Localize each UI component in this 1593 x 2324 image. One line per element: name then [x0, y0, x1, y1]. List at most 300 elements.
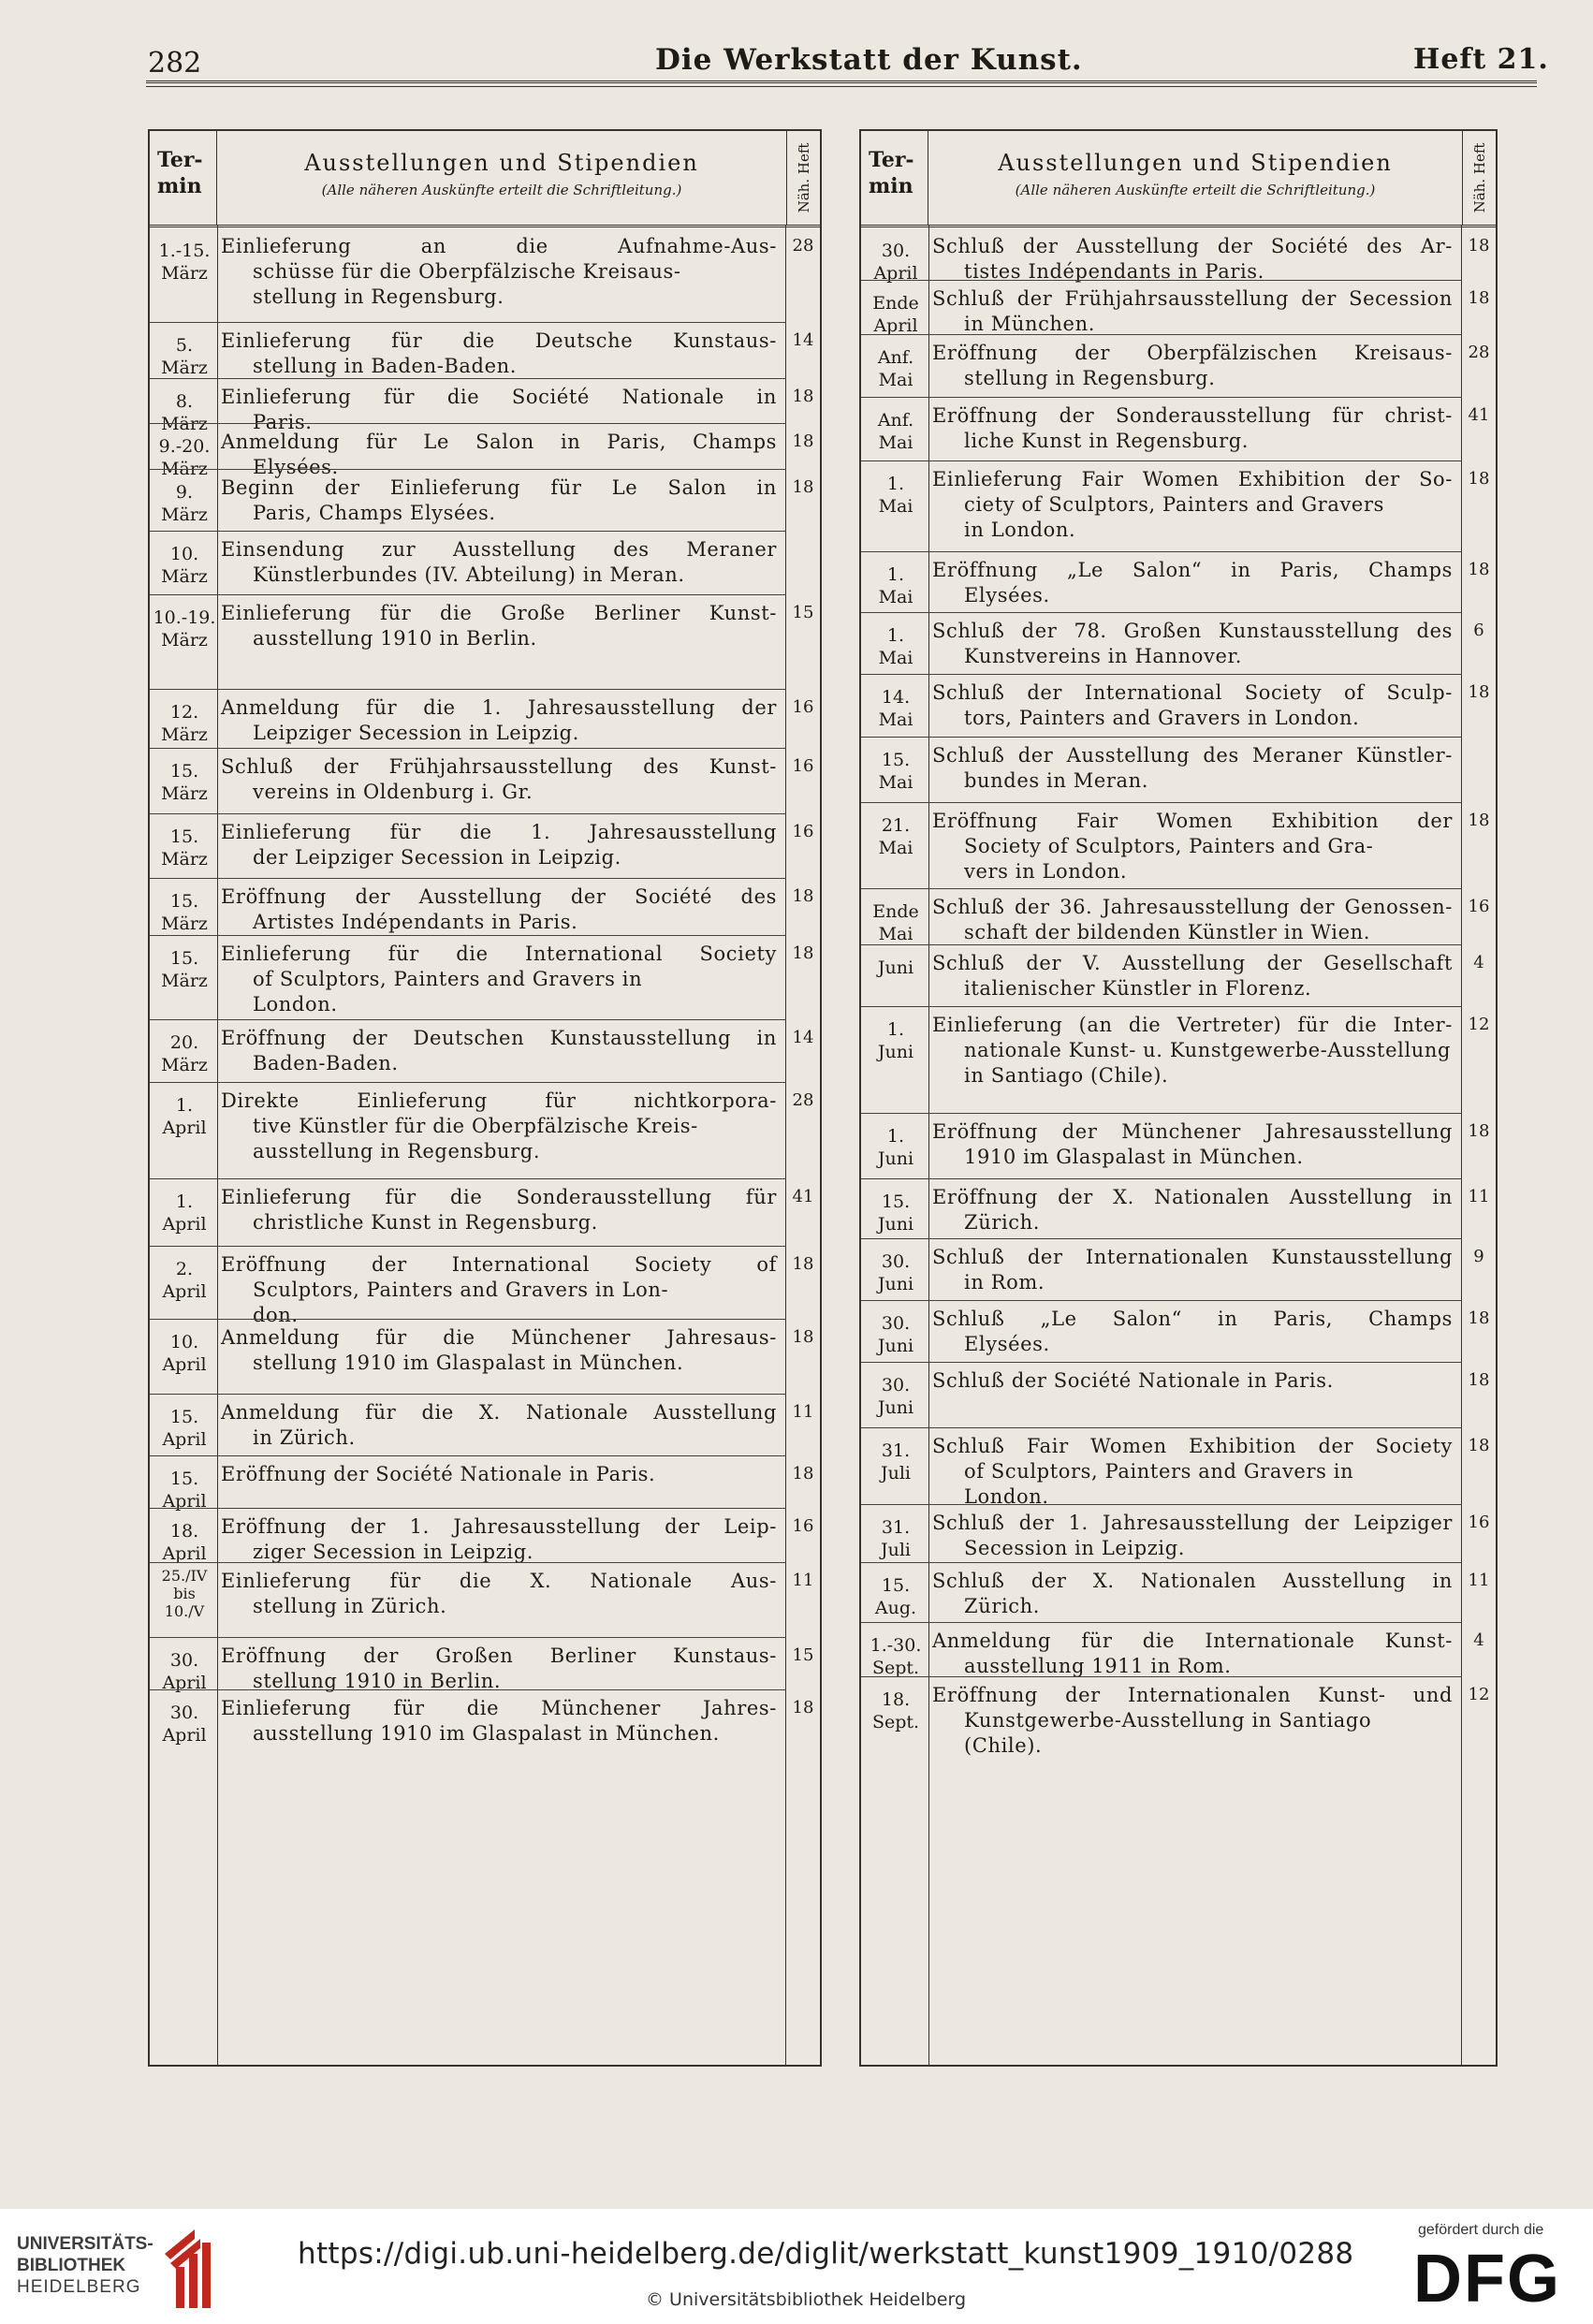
table-row: [861, 738, 1496, 803]
row-date: Anf. Mai: [877, 410, 914, 453]
dfg-logo: DFG: [1413, 2242, 1561, 2317]
row-text-line: ausstellung in Regensburg.: [253, 1140, 541, 1162]
row-date: 10. März: [161, 544, 208, 587]
row-date: 1. Juni: [877, 1126, 914, 1169]
row-issue-number: 11: [792, 1571, 814, 1590]
row-issue-number: 11: [1468, 1571, 1490, 1590]
row-text: [932, 1511, 1453, 1561]
row-text-line: in Rom.: [964, 1271, 1045, 1294]
row-text-line: Eröffnung der Sonderausstellung für christ-: [932, 404, 1453, 427]
library-emblem-icon: [157, 2226, 223, 2312]
row-date: 12. März: [161, 702, 208, 745]
row-text: [221, 884, 777, 935]
row-issue-number: 18: [1468, 1436, 1490, 1455]
row-text: [932, 1119, 1453, 1170]
row-date: 31. Juli: [880, 1440, 911, 1484]
row-text-line: Baden-Baden.: [253, 1052, 399, 1074]
row-date: 25./IV bis 10./V: [161, 1567, 208, 1620]
funding-note: gefördert durch die: [1418, 2222, 1544, 2238]
row-text: [932, 558, 1453, 608]
row-text-line: Paris.: [253, 411, 313, 433]
row-text-line: nationale Kunst- u. Kunstgewerbe-Ausstellung: [964, 1039, 1452, 1061]
table-row: [861, 1563, 1496, 1623]
row-text: [221, 234, 777, 310]
row-text: [221, 1462, 777, 1487]
row-date: 1.-30. Sept.: [870, 1635, 922, 1678]
row-text: [221, 475, 777, 526]
row-issue-number: 12: [1468, 1685, 1490, 1704]
row-issue-number: 18: [1468, 1370, 1490, 1390]
row-text-line: Leipziger Secession in Leipzig.: [253, 722, 579, 744]
table-row: [150, 1247, 820, 1326]
table-row: [861, 613, 1496, 675]
row-text-line: Eröffnung der Münchener Jahresausstellung: [932, 1120, 1453, 1143]
row-text: [221, 1644, 777, 1694]
row-text-line: Sculptors, Painters and Gravers in Lon-: [253, 1279, 669, 1301]
table-row: [861, 461, 1496, 552]
row-text-line: stellung 1910 im Glaspalast in München.: [253, 1352, 684, 1374]
header-title: Ausstellungen und Stipendien: [998, 150, 1393, 176]
table-header: [150, 131, 820, 227]
row-text: [221, 1252, 777, 1328]
row-text-line: Einlieferung Fair Women Exhibition der So-: [932, 468, 1453, 490]
row-date: 10.-19. März: [153, 607, 216, 650]
row-issue-number: 18: [792, 1254, 814, 1274]
row-text-line: Kunstvereins in Hannover.: [964, 645, 1243, 667]
entries-column-header: [217, 131, 786, 225]
row-text: [221, 601, 777, 651]
row-text: [221, 1400, 777, 1451]
issue-number: Heft 21.: [1413, 43, 1549, 76]
row-text-line: of Sculptors, Painters and Gravers in: [964, 1460, 1354, 1483]
right-table: [859, 129, 1498, 2067]
table-row: [861, 1114, 1496, 1179]
row-text: [932, 743, 1453, 794]
row-text-line: Einlieferung für die 1. Jahresausstellung: [221, 821, 777, 843]
row-text-line: Künstlerbundes (IV. Abteilung) in Meran.: [253, 563, 685, 586]
table-row: [861, 803, 1496, 889]
table-header: [861, 131, 1496, 227]
row-text-line: Schluß der 78. Großen Kunstausstellung des: [932, 620, 1453, 642]
row-issue-number: 28: [792, 1090, 814, 1110]
row-issue-number: 18: [1468, 811, 1490, 830]
table-row: [861, 1505, 1496, 1563]
row-date: 8. März: [161, 391, 208, 434]
row-text-line: Schluß der Frühjahrsausstellung des Kunst-: [221, 755, 777, 778]
row-issue-number: 28: [1468, 343, 1490, 362]
row-issue-number: 18: [792, 1464, 814, 1484]
row-text-line: tors, Painters and Gravers in London.: [964, 707, 1360, 729]
row-text: [932, 467, 1453, 543]
logo-line-1: UNIVERSITÄTS-: [17, 2234, 153, 2254]
table-row: [861, 1239, 1496, 1301]
entries-column-header: [928, 131, 1462, 225]
row-text: [221, 820, 777, 870]
row-text: [221, 695, 777, 746]
row-text-line: Schluß der 1. Jahresausstellung der Leipziger: [932, 1512, 1453, 1534]
row-text-line: Einlieferung an die Aufnahme-Aus-: [221, 235, 777, 257]
table-row: [861, 1363, 1496, 1428]
row-issue-number: 18: [1468, 469, 1490, 489]
row-text-line: 1910 im Glaspalast in München.: [964, 1146, 1304, 1168]
row-date: 15. März: [161, 761, 208, 804]
row-date: 15. Aug.: [874, 1575, 917, 1618]
header-subtitle: (Alle näheren Auskünfte erteilt die Schriftleitung.): [321, 182, 682, 198]
logo-line-3: HEIDELBERG: [17, 2277, 141, 2297]
row-date: 14. Mai: [878, 687, 913, 730]
footer-bar: [0, 2209, 1593, 2324]
row-text-line: Anmeldung für die Münchener Jahresaus-: [221, 1326, 777, 1349]
issue-column-label: Näh. Heft: [1470, 142, 1488, 213]
row-date: 15. Juni: [877, 1191, 914, 1235]
row-text-line: Direkte Einlieferung für nichtkorpora-: [221, 1089, 777, 1112]
row-issue-number: 16: [792, 822, 814, 841]
row-date: 1. Mai: [878, 625, 913, 668]
row-text-line: Eröffnung der Oberpfälzischen Kreisaus-: [932, 342, 1453, 364]
table-row: [150, 814, 820, 879]
table-row: [861, 1677, 1496, 2065]
table-row: [861, 1179, 1496, 1239]
row-date: 15. Mai: [878, 750, 913, 793]
row-date: 31. Juli: [880, 1517, 911, 1560]
row-issue-number: 18: [792, 1698, 814, 1717]
row-text-line: schüsse für die Oberpfälzische Kreisaus-: [253, 260, 681, 283]
row-text-line: Einlieferung (an die Vertreter) für die Inter-: [932, 1014, 1453, 1036]
table-row: [150, 595, 820, 690]
table-row: [150, 879, 820, 936]
row-issue-number: 18: [1468, 560, 1490, 579]
row-text-line: of Sculptors, Painters and Gravers in: [253, 968, 643, 990]
row-date: 18. April: [162, 1521, 207, 1564]
row-text-line: Elysées.: [964, 584, 1050, 607]
row-text-line: vers in London.: [964, 860, 1128, 883]
row-text: [932, 680, 1453, 731]
row-issue-number: 18: [792, 387, 814, 406]
row-issue-number: 12: [1468, 1015, 1490, 1034]
left-table: [148, 129, 822, 2067]
row-text-line: Schluß der Internationalen Kunstausstellung: [932, 1246, 1453, 1268]
row-text: [932, 1683, 1453, 1759]
table-row: [150, 470, 820, 532]
row-text-line: Anmeldung für Le Salon in Paris, Champs: [221, 431, 777, 453]
row-text-line: Paris, Champs Elysées.: [253, 502, 496, 524]
journal-title: Die Werkstatt der Kunst.: [655, 43, 1083, 77]
row-text: [932, 1307, 1453, 1357]
row-issue-number: 28: [792, 236, 814, 256]
row-issue-number: 14: [792, 330, 814, 350]
row-text: [221, 754, 777, 805]
row-issue-number: 18: [1468, 288, 1490, 308]
row-text-line: Zürich.: [964, 1211, 1041, 1234]
row-issue-number: 16: [1468, 1513, 1490, 1532]
row-issue-number: 18: [792, 1327, 814, 1347]
row-text-line: in München.: [964, 313, 1095, 335]
row-date: 20. März: [161, 1032, 208, 1075]
row-text-line: London.: [964, 1485, 1049, 1508]
row-text-line: vereins in Oldenburg i. Gr.: [253, 781, 533, 803]
row-text-line: tive Künstler für die Oberpfälzische Kreis-: [253, 1115, 698, 1137]
row-text-line: Einsendung zur Ausstellung des Meraner: [221, 538, 777, 561]
header-title: Ausstellungen und Stipendien: [304, 150, 699, 176]
table-row: [150, 1179, 820, 1247]
header-subtitle: (Alle näheren Auskünfte erteilt die Schriftleitung.): [1015, 182, 1376, 198]
row-text-line: Schluß der 36. Jahresausstellung der Genossen-: [932, 896, 1453, 918]
row-text: [221, 942, 777, 1017]
row-text-line: Anmeldung für die Internationale Kunst-: [932, 1630, 1453, 1652]
table-row: [150, 228, 820, 323]
table-row: [861, 889, 1496, 945]
row-text-line: Secession in Leipzig.: [964, 1537, 1186, 1559]
row-text-line: (Chile).: [964, 1734, 1043, 1757]
row-date: Ende April: [872, 293, 919, 336]
row-text-line: Schluß der Société Nationale in Paris.: [932, 1369, 1334, 1392]
termin-column-header: Ter- min: [861, 131, 928, 225]
row-text-line: ausstellung 1910 im Glaspalast in München.: [253, 1722, 720, 1745]
row-text-line: der Leipziger Secession in Leipzig.: [253, 846, 621, 869]
row-text: [221, 329, 777, 379]
row-text-line: Schluß der X. Nationalen Ausstellung in: [932, 1570, 1453, 1592]
row-text: [932, 619, 1453, 669]
table-row: [861, 335, 1496, 398]
row-text-line: Eröffnung Fair Women Exhibition der: [932, 810, 1453, 832]
row-text: [932, 341, 1453, 391]
table-row: [150, 1638, 820, 1693]
row-date: Juni: [877, 957, 914, 978]
row-date: 9.-20. März: [158, 436, 211, 479]
row-text: [932, 1368, 1453, 1394]
table-row: [150, 690, 820, 749]
row-text-line: tistes Indépendants in Paris.: [964, 260, 1264, 283]
row-text-line: Einlieferung für die Sonderausstellung für: [221, 1186, 777, 1208]
row-text: [932, 809, 1453, 884]
row-issue-number: 11: [792, 1402, 814, 1422]
library-logo-text: [17, 2233, 153, 2298]
row-text-line: ciety of Sculptors, Painters and Gravers: [964, 493, 1384, 516]
row-text-line: Schluß der International Society of Sculp-: [932, 681, 1453, 704]
row-text: [221, 1089, 777, 1164]
table-row: [150, 1690, 820, 2065]
row-text: [221, 1325, 777, 1376]
row-text-line: stellung in Baden-Baden.: [253, 355, 518, 377]
table-row: [861, 675, 1496, 738]
row-issue-number: 41: [792, 1187, 814, 1206]
row-text-line: Eröffnung der Société Nationale in Paris.: [221, 1463, 656, 1485]
table-row: [150, 532, 820, 595]
table-row: [150, 424, 820, 479]
row-date: 5. März: [161, 335, 208, 378]
row-date: Anf. Mai: [877, 347, 914, 390]
row-date: 1. April: [162, 1095, 207, 1138]
row-text: [221, 1026, 777, 1076]
copyright-text: © Universitätsbibliothek Heidelberg: [646, 2289, 967, 2310]
row-text-line: Einlieferung für die Große Berliner Kunst-: [221, 602, 777, 624]
row-text-line: Kunstgewerbe-Ausstellung in Santiago: [964, 1709, 1372, 1732]
row-date: 2. April: [162, 1259, 207, 1302]
row-issue-number: 9: [1473, 1247, 1484, 1266]
row-text-line: ausstellung 1910 in Berlin.: [253, 627, 537, 650]
table-row: [150, 1456, 820, 1512]
table-row: [150, 936, 820, 1020]
row-text-line: Schluß der Ausstellung des Meraner Künstler-: [932, 744, 1453, 767]
row-date: 10. April: [162, 1332, 207, 1375]
table-row: [861, 552, 1496, 613]
row-issue-number: 15: [792, 1645, 814, 1665]
row-text: [221, 1185, 777, 1235]
document-url-link[interactable]: https://digi.ub.uni-heidelberg.de/diglit/werkstatt_kunst1909_1910/0288: [298, 2237, 1354, 2271]
row-text-line: in London.: [964, 519, 1076, 541]
row-text: [932, 1434, 1453, 1510]
table-row: [150, 1395, 820, 1456]
row-text-line: Elysées.: [964, 1333, 1050, 1355]
row-text-line: Schluß der Ausstellung der Société des Ar-: [932, 235, 1453, 257]
row-text: [932, 403, 1453, 454]
row-text-line: Beginn der Einlieferung für Le Salon in: [221, 476, 777, 499]
row-text: [932, 951, 1453, 1001]
row-date: 1. Mai: [878, 474, 913, 517]
row-date: 30. Juni: [877, 1313, 914, 1356]
row-issue-number: 11: [1468, 1187, 1490, 1206]
row-date: 15. März: [161, 891, 208, 934]
row-text-line: Schluß „Le Salon“ in Paris, Champs: [932, 1308, 1453, 1330]
row-issue-number: 18: [792, 477, 814, 497]
row-date: 9. März: [161, 482, 208, 525]
row-date: 1. April: [162, 1191, 207, 1235]
row-issue-number: 41: [1468, 405, 1490, 425]
row-issue-number: 18: [792, 886, 814, 906]
row-issue-number: 18: [1468, 1308, 1490, 1328]
issue-column-header: [1462, 131, 1496, 225]
row-date: 1.-15. März: [158, 241, 211, 284]
row-text: [932, 895, 1453, 945]
row-text-line: Eröffnung der 1. Jahresausstellung der Leip-: [221, 1515, 777, 1538]
row-text-line: Anmeldung für die 1. Jahresausstellung der: [221, 696, 777, 719]
row-issue-number: 16: [792, 756, 814, 776]
row-date: 30. April: [162, 1703, 207, 1746]
row-date: 30. April: [873, 241, 918, 284]
row-text-line: Eröffnung der Deutschen Kunstausstellung in: [221, 1027, 777, 1049]
row-text-line: ziger Secession in Leipzig.: [253, 1541, 534, 1563]
table-row: [861, 398, 1496, 461]
row-issue-number: 18: [1468, 682, 1490, 702]
row-date: 30. April: [162, 1650, 207, 1693]
row-text-line: Einlieferung für die Deutsche Kunstaus-: [221, 329, 777, 352]
page-number: 282: [148, 47, 202, 80]
row-text: [932, 1013, 1453, 1089]
row-issue-number: 4: [1473, 1630, 1484, 1650]
row-text-line: schaft der bildenden Künstler in Wien.: [964, 921, 1371, 943]
row-issue-number: 15: [792, 603, 814, 622]
row-text-line: christliche Kunst in Regensburg.: [253, 1211, 598, 1234]
row-text-line: Schluß der V. Ausstellung der Gesellschaft: [932, 952, 1453, 974]
row-text-line: London.: [253, 993, 338, 1016]
table-row: [861, 1007, 1496, 1114]
row-text-line: Einlieferung für die International Society: [221, 943, 777, 965]
row-issue-number: 4: [1473, 953, 1484, 972]
row-text: [221, 1514, 777, 1565]
row-text-line: stellung in Zürich.: [253, 1595, 447, 1617]
table-row: [861, 1301, 1496, 1363]
row-text-line: Einlieferung für die X. Nationale Aus-: [221, 1570, 777, 1592]
row-issue-number: 14: [792, 1028, 814, 1047]
row-date: 30. Juni: [877, 1251, 914, 1294]
row-issue-number: 18: [1468, 1121, 1490, 1141]
logo-line-2: BIBLIOTHEK: [17, 2256, 126, 2275]
table-row: [861, 1623, 1496, 1677]
table-row: [861, 945, 1496, 1007]
row-text-line: Zürich.: [964, 1595, 1041, 1617]
row-text-line: liche Kunst in Regensburg.: [964, 430, 1250, 452]
row-text-line: Eröffnung der X. Nationalen Ausstellung in: [932, 1186, 1453, 1208]
row-text-line: stellung in Regensburg.: [253, 285, 504, 308]
row-text-line: italienischer Künstler in Florenz.: [964, 977, 1312, 1000]
row-text-line: don.: [253, 1304, 299, 1326]
row-text-line: Einlieferung für die Société Nationale in: [221, 386, 777, 408]
row-text-line: Eröffnung der Großen Berliner Kunstaus-: [221, 1644, 777, 1667]
row-issue-number: 16: [792, 697, 814, 717]
row-issue-number: 16: [1468, 897, 1490, 916]
table-row: [861, 228, 1496, 284]
row-text-line: Anmeldung für die X. Nationale Ausstellung: [221, 1401, 777, 1424]
row-issue-number: 16: [792, 1516, 814, 1536]
row-date: 1. Mai: [878, 564, 913, 607]
row-text: [932, 286, 1453, 337]
row-text-line: Einlieferung für die Münchener Jahres-: [221, 1697, 777, 1719]
table-row: [150, 1509, 820, 1563]
issue-column-header: [786, 131, 820, 225]
row-text-line: bundes in Meran.: [964, 769, 1149, 792]
row-issue-number: 6: [1473, 621, 1484, 640]
header-rule: [146, 80, 1537, 87]
row-text: [932, 1185, 1453, 1235]
row-text: [221, 1696, 777, 1747]
row-text-line: Eröffnung der Ausstellung der Société des: [221, 885, 777, 908]
row-date: 21. Mai: [878, 815, 913, 858]
row-text: [932, 1569, 1453, 1619]
table-row: [150, 749, 820, 814]
table-row: [150, 1083, 820, 1179]
row-text: [221, 537, 777, 588]
row-text-line: Schluß der Frühjahrsausstellung der Secession: [932, 287, 1453, 310]
row-text-line: stellung 1910 in Berlin.: [253, 1670, 502, 1692]
table-row: [150, 1020, 820, 1083]
row-text-line: Schluß Fair Women Exhibition der Society: [932, 1435, 1453, 1457]
row-text-line: in Santiago (Chile).: [964, 1064, 1169, 1087]
row-text-line: Eröffnung der International Society of: [221, 1253, 777, 1276]
row-text-line: Eröffnung der Internationalen Kunst- und: [932, 1684, 1453, 1706]
table-row: [150, 323, 820, 379]
row-issue-number: 18: [1468, 236, 1490, 256]
row-date: 1. Juni: [877, 1019, 914, 1062]
row-text: [932, 1245, 1453, 1295]
row-text-line: Elysées.: [253, 456, 339, 478]
row-text-line: Artistes Indépendants in Paris.: [253, 911, 578, 933]
row-issue-number: 18: [792, 943, 814, 963]
row-date: Ende Mai: [872, 901, 919, 944]
row-text: [932, 234, 1453, 285]
table-row: [150, 1320, 820, 1395]
table-row: [150, 1563, 820, 1638]
row-date: 30. Juni: [877, 1375, 914, 1418]
row-text-line: stellung in Regensburg.: [964, 367, 1216, 389]
row-date: 15. April: [162, 1469, 207, 1512]
row-date: 15. März: [161, 826, 208, 870]
issue-column-label: Näh. Heft: [795, 142, 812, 213]
table-row: [150, 379, 820, 434]
row-issue-number: 18: [792, 431, 814, 451]
row-text-line: in Zürich.: [253, 1426, 356, 1449]
row-text-line: Eröffnung „Le Salon“ in Paris, Champs: [932, 559, 1453, 581]
row-text: [221, 1569, 777, 1619]
